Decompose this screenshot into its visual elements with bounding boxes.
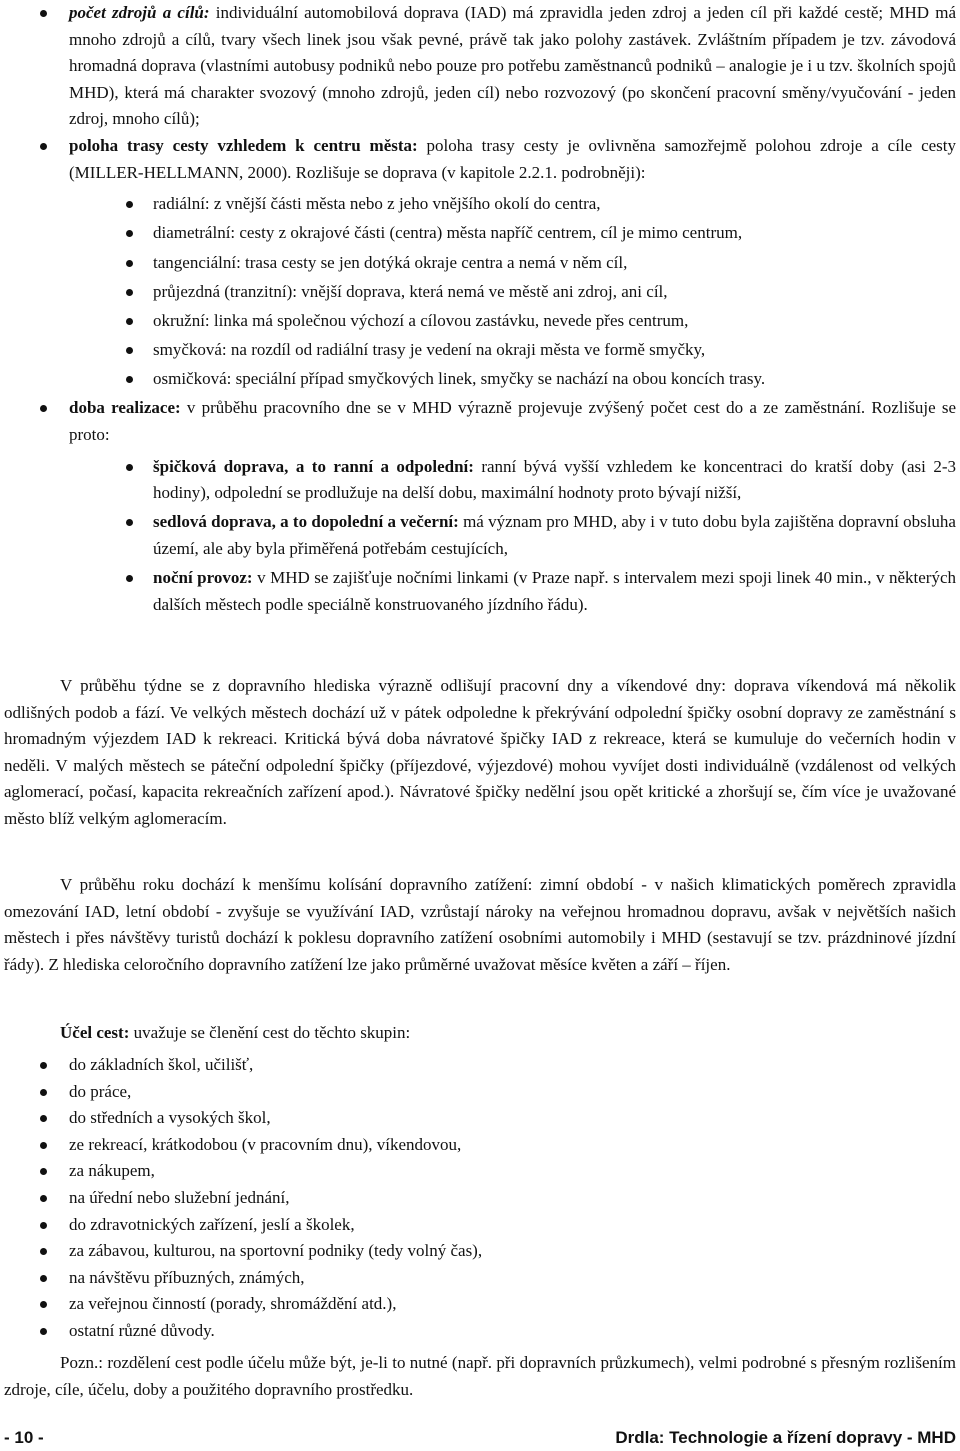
time-types-list bbox=[0, 454, 956, 619]
list-item-loop: smyčková: na rozdíl od radiální trasy je vedení na okraji města ve formě smyčky, bbox=[0, 337, 956, 364]
list-item-diametral: diametrální: cesty z okrajové části (centra) města napříč centrem, cíl je mimo centrum, bbox=[0, 220, 956, 247]
list-item: za nákupem, bbox=[0, 1158, 960, 1185]
list-item: za veřejnou činností (porady, shromáždění atd.), bbox=[0, 1291, 960, 1318]
term-label: špičková doprava, a to ranní a odpolední: bbox=[153, 456, 474, 476]
term-description: poloha trasy cesty je ovlivněna samozřejmě polohou zdroje a cíle cesty (MILLER-HELLMANN, 2000). Rozlišuje se doprava (v kapitole 2.2.1. podrobněji): bbox=[69, 135, 957, 182]
list-item: do základních škol, učilišť, bbox=[0, 1052, 960, 1079]
purpose-intro bbox=[4, 1020, 956, 1047]
term-label: Účel cest: bbox=[60, 1023, 130, 1042]
list-item-transit: průjezdná (tranzitní): vnější doprava, která nemá ve městě ani zdroj, ani cíl, bbox=[0, 279, 956, 306]
term-description: ranní bývá vyšší vzhledem ke koncentraci do kratší doby (asi 2-3 hodiny), odpolední se prodlužuje na delší dobu, maximální hodnoty proto bývají nižší, bbox=[153, 456, 956, 503]
term-description: v MHD se zajišťuje nočními linkami (v Praze např. s intervalem mezi spoji linek 40 min., v některých dalších městech podle speciálně konstruovaného jízdního řádu). bbox=[153, 568, 956, 614]
term-description: v průběhu pracovního dne se v MHD výrazně projevuje zvýšený počet cest do a ze zaměstnání. Rozlišuje se proto: bbox=[69, 398, 957, 445]
term-label: doba realizace: bbox=[69, 398, 181, 418]
list-item-night bbox=[0, 565, 956, 618]
list-item: ostatní různé důvody. bbox=[0, 1318, 960, 1345]
list-item-circular: okružní: linka má společnou výchozí a cílovou zastávku, nevede přes centrum, bbox=[0, 308, 956, 335]
list-item-peak bbox=[0, 454, 956, 507]
list-item: do středních a vysokých škol, bbox=[0, 1105, 960, 1132]
page-number: - 10 - bbox=[4, 1428, 44, 1447]
list-item: ze rekreací, krátkodobou (v pracovním dnu), víkendovou, bbox=[0, 1132, 960, 1159]
paragraph-note: Pozn.: rozdělení cest podle účelu může být, je-li to nutné (např. při dopravních průzkumech), velmi podrobné s přesným rozlišením zdroje, cíle, účelu, doby a použitého dopravního prostředku. bbox=[4, 1353, 956, 1399]
list-item: do zdravotnických zařízení, jeslí a školek, bbox=[0, 1212, 960, 1239]
document-title: Drdla: Technologie a řízení dopravy - MHD bbox=[615, 1428, 956, 1447]
term-description: individuální automobilová doprava (IAD) má zpravidla jeden zdroj a jeden cíl při každé cestě; MHD má mnoho zdrojů a cílů, tvary všech linek jsou však pevné, právě tak jako polohy zastávek. Zvláštním případem je tzv. závodová hromadná doprava (vlastními autobusy podniků nebo pouze pro potřebu zaměstnanců podniků – analogie je i u tzv. školních spojů MHD), která má charakter svozový (mnoho zdrojů, jeden cíl) nebo rozvozový (po skončení pracovní směny/vyučování - jeden zdroj, mnoho cílů); bbox=[69, 3, 956, 129]
route-types-list bbox=[0, 191, 956, 393]
term-label: počet zdrojů a cílů: bbox=[69, 3, 210, 22]
paragraph-weekly: V průběhu týdne se z dopravního hlediska výrazně odlišují pracovní dny a víkendové dny: doprava víkendová má několik odlišných podob a fází. Ve velkých městech dochází už v pátek odpoledne k překrývání odpolední špičky osobní dopravy ze zaměstnání s hromadným výjezdem IAD k rekreaci. Kritická bývá doba návratové špičky IAD z rekreace, která se kumuluje do večerních hodin v neděli. V malých městech se páteční odpolední špičky (příjezdové, výjezdové) mohou vyvíjet dosti individuálně (vzdálenost od velkých aglomerací, počasí, kapacita rekreačních zařízení apod.). Návratové špičky nedělní jsou opět kritické a zhoršují se, čím více je uvažované město blíž velkým aglomeracím. bbox=[4, 676, 956, 828]
term-description: uvažuje se členění cest do těchto skupin: bbox=[129, 1023, 411, 1042]
list-item: na úřední nebo služební jednání, bbox=[0, 1185, 960, 1212]
list-item-radial: radiální: z vnější části města nebo z jeho vnějšího okolí do centra, bbox=[0, 191, 956, 218]
list-item: na návštěvu příbuzných, známých, bbox=[0, 1265, 960, 1292]
term-label: noční provoz: bbox=[153, 568, 253, 588]
trip-characteristics-list bbox=[0, 0, 960, 618]
list-item: za zábavou, kulturou, na sportovní podniky (tedy volný čas), bbox=[0, 1238, 960, 1265]
term-label: sedlová doprava, a to dopolední a večerní: bbox=[153, 512, 459, 532]
page-footer bbox=[4, 1427, 956, 1449]
term-label: poloha trasy cesty vzhledem k centru města: bbox=[69, 135, 418, 155]
trip-purpose-list bbox=[0, 1052, 960, 1345]
list-item-figure-eight: osmičková: speciální případ smyčkových linek, smyčky se nachází na obou koncích trasy. bbox=[0, 366, 956, 393]
list-item-sources-targets bbox=[0, 0, 960, 133]
list-item-route-position bbox=[0, 133, 960, 393]
term-description: má význam pro MHD, aby i v tuto dobu byla zajištěna dopravní obsluha území, ale aby byla přiměřená potřebám cestujících, bbox=[153, 512, 956, 559]
paragraph-yearly: V průběhu roku dochází k menšímu kolísání dopravního zatížení: zimní období - v našich klimatických poměrech zpravidla omezování IAD, letní období - zvyšuje se využívání IAD, vzrůstají nároky na veřejnou hromadnou dopravu, avšak v největších našich městech i přes návštěvy turistů dochází k poklesu dopravního zatížení osobními automobily i MHD (sestavují se tzv. prázdninové jízdní řády). Z hlediska celoročního dopravního zatížení lze jako průměrné uvažovat měsíce květen a září – říjen. bbox=[4, 875, 956, 974]
list-item-tangential: tangenciální: trasa cesty se jen dotýká okraje centra a nemá v něm cíl, bbox=[0, 250, 956, 277]
list-item: do práce, bbox=[0, 1079, 960, 1106]
list-item-off-peak bbox=[0, 509, 956, 562]
list-item-realization-time bbox=[0, 395, 960, 618]
